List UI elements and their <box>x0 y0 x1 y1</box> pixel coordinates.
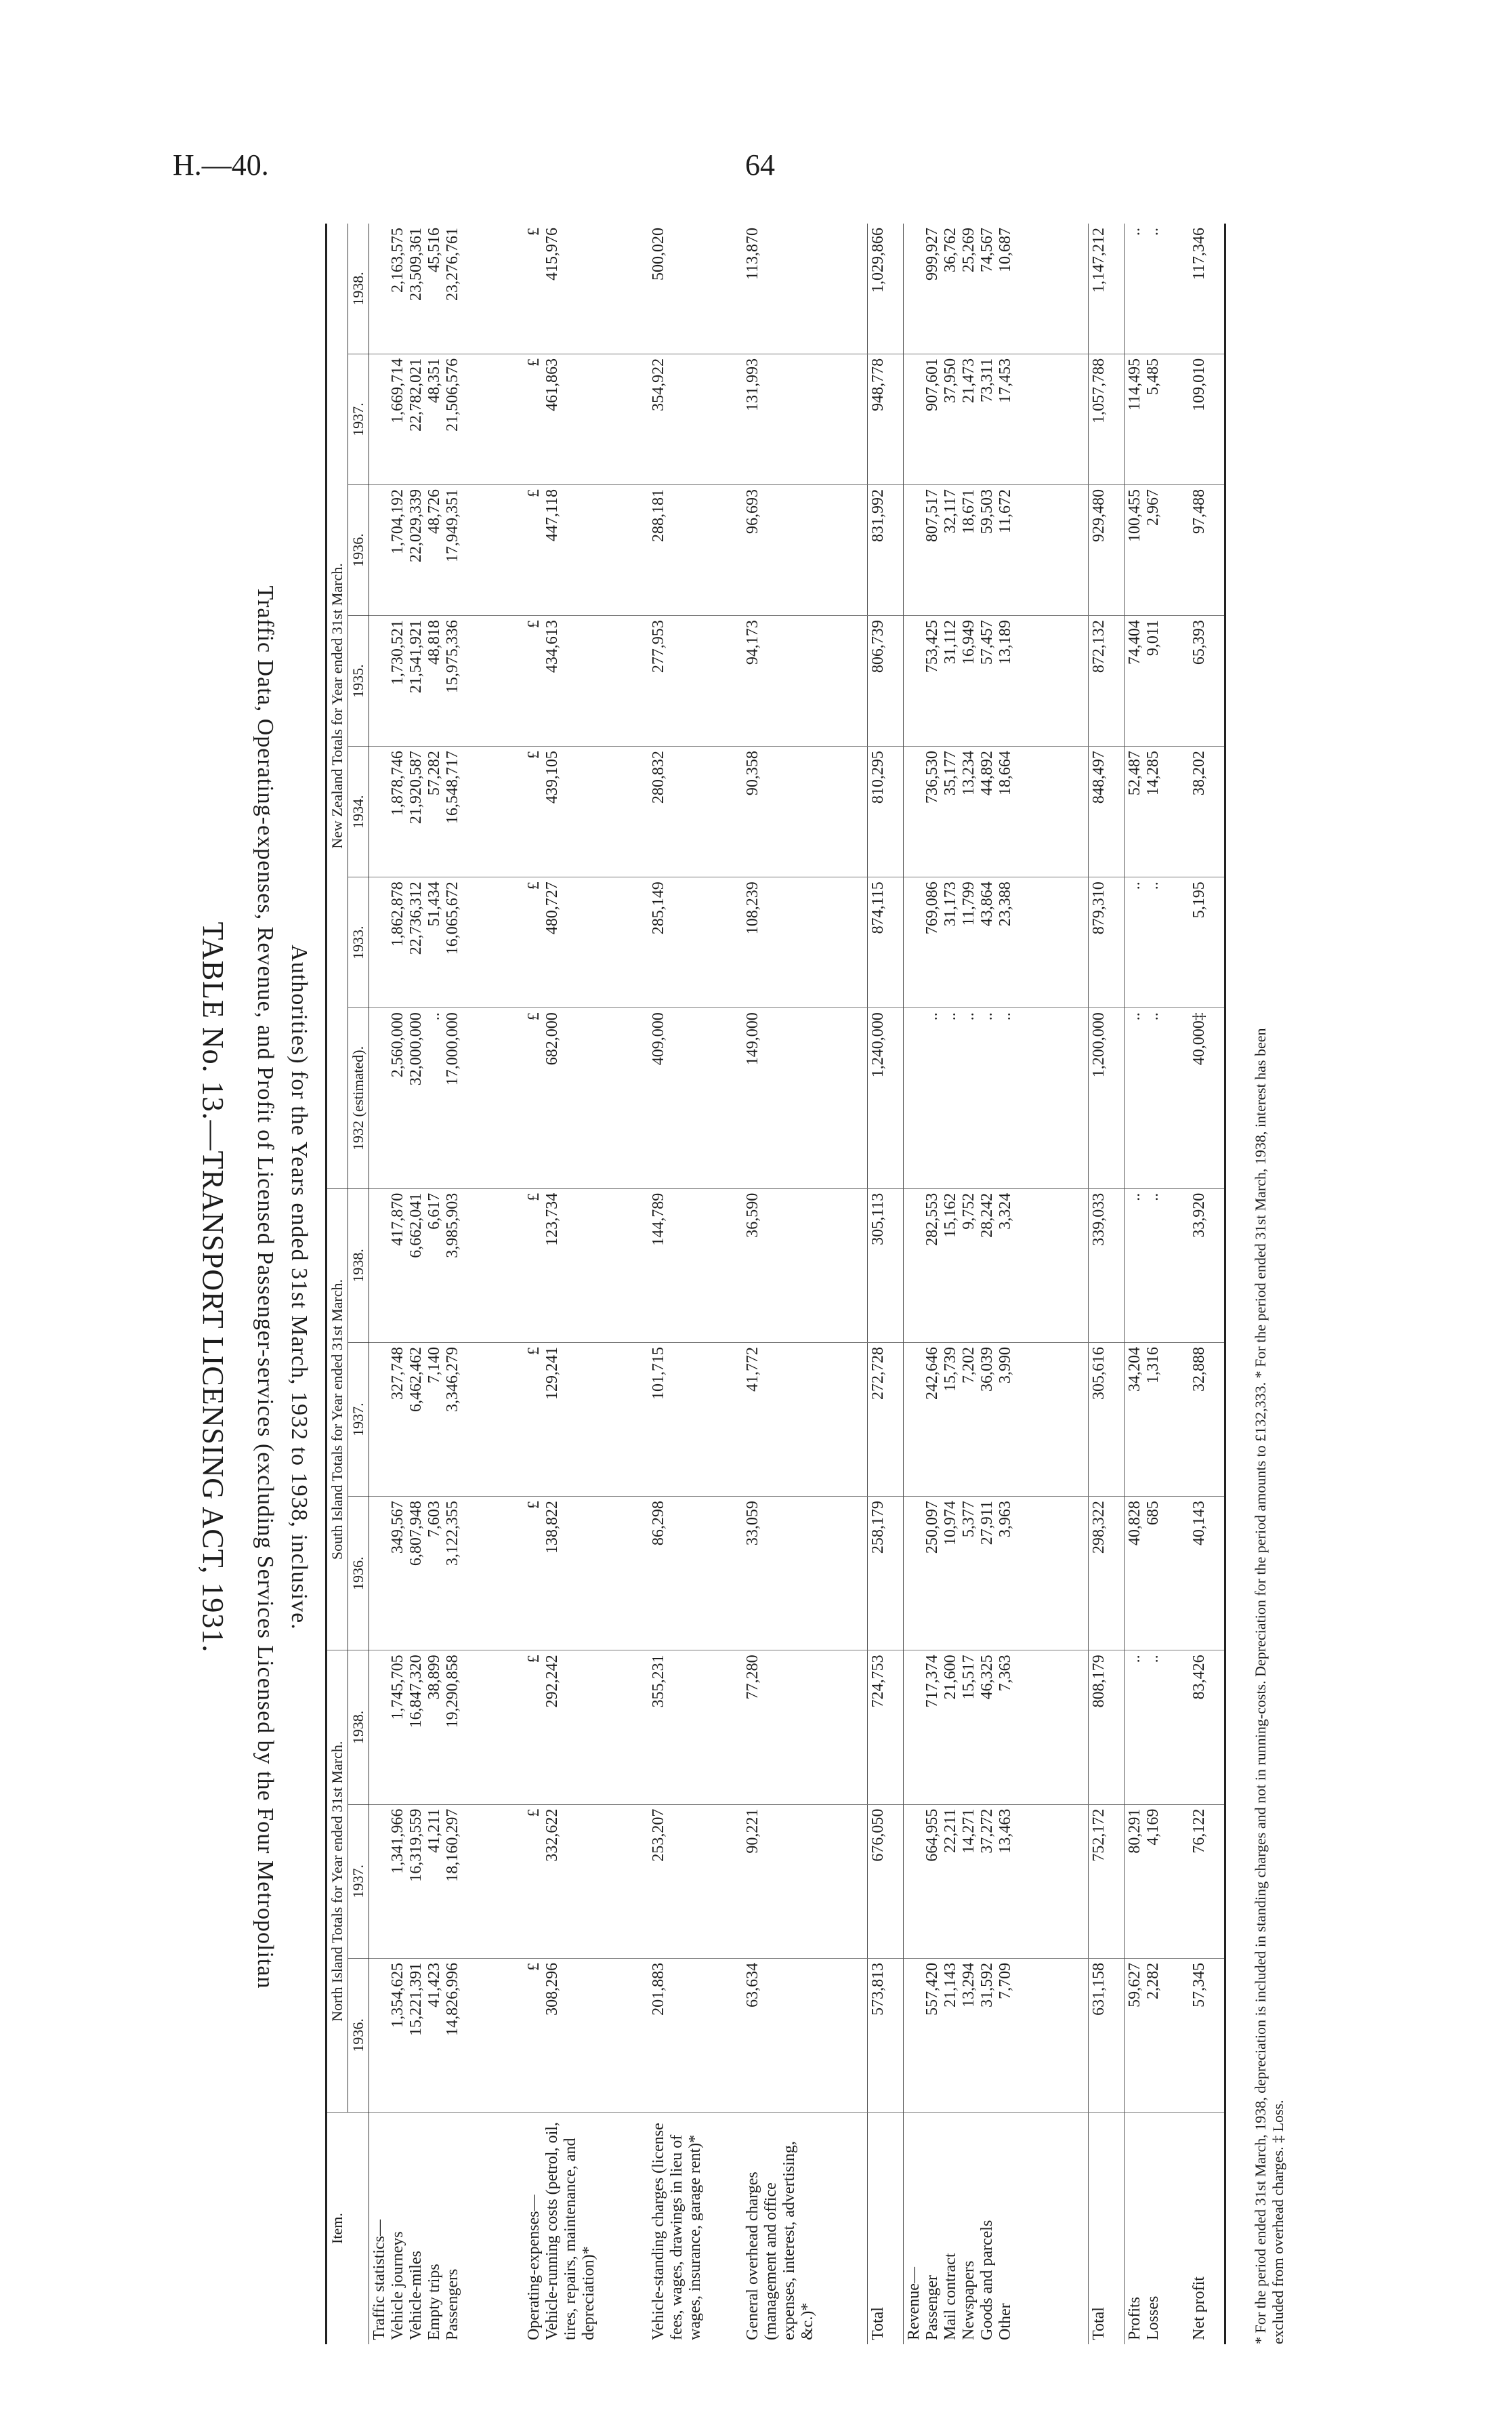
table-cell: 242,646 15,739 7,202 36,039 3,990 <box>903 1342 1089 1496</box>
table-row <box>1124 224 1189 2344</box>
table-cell: £ 129,241 <box>524 1342 648 1496</box>
table-cell: 40,143 <box>1189 1497 1225 1650</box>
table-cell: .. .. .. .. .. <box>903 1008 1089 1188</box>
table-row <box>369 224 524 2344</box>
table-cell: 999,927 36,762 25,269 74,567 10,687 <box>903 224 1089 354</box>
year-header: 1938. <box>348 1188 369 1342</box>
table-cell: .. .. <box>1124 1008 1189 1188</box>
row-label: Revenue— Passenger Mail contract Newspapers Goods and parcels Other <box>904 2220 1014 2340</box>
table-cell: 500,020 <box>648 224 742 354</box>
table-cell: 131,993 <box>742 354 867 484</box>
row-label: Vehicle-standing charges (license fees, wages, drawings in lieu of wages, insurance, garage rent)* <box>649 2119 704 2340</box>
table-cell: .. .. <box>1124 877 1189 1008</box>
year-header: 1932 (estimated). <box>348 1008 369 1188</box>
table-cell: 631,158 <box>1089 1958 1124 2112</box>
table-cell: 109,010 <box>1189 354 1225 484</box>
page-number: 64 <box>745 148 775 182</box>
table-cell: .. .. <box>1124 1650 1189 1804</box>
table-cell: 282,553 15,162 9,752 28,242 3,324 <box>903 1188 1089 1342</box>
table-cell: 807,517 32,117 18,671 59,503 11,672 <box>903 484 1089 615</box>
south-island-header: South Island Totals for Year ended 31st March. <box>327 1188 348 1650</box>
table-cell: 1,862,878 22,736,312 51,434 16,065,672 <box>369 877 524 1008</box>
table-cell: 810,295 <box>868 747 903 877</box>
table-cell: 33,920 <box>1189 1188 1225 1342</box>
table-cell: 1,354,625 15,221,391 41,423 14,826,996 <box>369 1958 524 2112</box>
table-cell: 100,455 2,967 <box>1124 484 1189 615</box>
footnote-line2: excluded from overhead charges. ‡ Loss. <box>1269 2100 1286 2344</box>
table-cell: 753,425 31,112 16,949 57,457 13,189 <box>903 616 1089 747</box>
table-cell: 769,086 31,173 11,799 43,864 23,388 <box>903 877 1089 1008</box>
table-cell: 872,132 <box>1089 616 1124 747</box>
table-cell: 40,828 685 <box>1124 1497 1189 1650</box>
data-table <box>325 224 1226 2344</box>
table-cell: 298,322 <box>1089 1497 1124 1650</box>
group-header-row <box>327 224 348 2344</box>
table-cell: 57,345 <box>1189 1958 1225 2112</box>
table-cell: 1,669,714 22,782,021 48,351 21,506,576 <box>369 354 524 484</box>
table-cell: 752,172 <box>1089 1804 1124 1958</box>
table-cell: 1,704,192 22,029,339 48,726 17,949,351 <box>369 484 524 615</box>
footnote-line1: * For the period ended 31st March, 1938, depreciation is included in standing charges and not in running-costs. Depreciation for the period amounts to £132,333. * For the period ended 31st March, 1938, interest has been <box>1252 1028 1269 2344</box>
table-cell: 80,291 4,169 <box>1124 1804 1189 1958</box>
year-header: 1937. <box>348 1804 369 1958</box>
table-cell: £ 332,622 <box>524 1804 648 1958</box>
table-row <box>648 224 742 2344</box>
year-header: 1934. <box>348 747 369 877</box>
table-cell: 90,358 <box>742 747 867 877</box>
table-cell: £ 415,976 <box>524 224 648 354</box>
table-cell: 40,000‡ <box>1189 1008 1225 1188</box>
table-cell: 929,480 <box>1089 484 1124 615</box>
table-cell: 34,204 1,316 <box>1124 1342 1189 1496</box>
table-cell: 1,240,000 <box>868 1008 903 1188</box>
table-cell: 354,922 <box>648 354 742 484</box>
table-row <box>742 224 867 2344</box>
table-cell: £ 461,863 <box>524 354 648 484</box>
table-cell: 874,115 <box>868 877 903 1008</box>
year-header: 1935. <box>348 616 369 747</box>
table-cell: 417,870 6,662,041 6,617 3,985,903 <box>369 1188 524 1342</box>
table-cell: 272,728 <box>868 1342 903 1496</box>
table-cell: £ 439,105 <box>524 747 648 877</box>
table-cell: 2,560,000 32,000,000 .. 17,000,000 <box>369 1008 524 1188</box>
table-cell: 305,113 <box>868 1188 903 1342</box>
table-cell: 676,050 <box>868 1804 903 1958</box>
table-cell: 94,173 <box>742 616 867 747</box>
table-row <box>1089 224 1124 2344</box>
table-cell: 201,883 <box>648 1958 742 2112</box>
table-cell: 1,029,866 <box>868 224 903 354</box>
table-cell: 573,813 <box>868 1958 903 2112</box>
year-header: 1936. <box>348 1497 369 1650</box>
table-cell: 848,497 <box>1089 747 1124 877</box>
table-cell: 1,057,788 <box>1089 354 1124 484</box>
table-cell: 1,341,966 16,319,559 41,211 18,160,297 <box>369 1804 524 1958</box>
table-cell: 557,420 21,143 13,294 31,592 7,709 <box>903 1958 1089 2112</box>
year-header: 1933. <box>348 877 369 1008</box>
rotated-page <box>149 203 1314 2371</box>
table-cell: 96,693 <box>742 484 867 615</box>
table-cell: 355,231 <box>648 1650 742 1804</box>
table-cell: 113,870 <box>742 224 867 354</box>
table-cell: £ 682,000 <box>524 1008 648 1188</box>
table-cell: 1,730,521 21,541,921 48,818 15,975,336 <box>369 616 524 747</box>
table-cell: 948,778 <box>868 354 903 484</box>
table-cell: 808,179 <box>1089 1650 1124 1804</box>
table-cell: £ 308,296 <box>524 1958 648 2112</box>
table-cell: 90,221 <box>742 1804 867 1958</box>
table-body <box>369 224 1225 2344</box>
year-header: 1937. <box>348 1342 369 1496</box>
year-header: 1936. <box>348 1958 369 2112</box>
table-cell: 253,207 <box>648 1804 742 1958</box>
table-cell: 32,888 <box>1189 1342 1225 1496</box>
footnotes <box>1252 244 1287 2344</box>
table-cell: 83,426 <box>1189 1650 1225 1804</box>
table-cell: 1,745,705 16,847,320 38,899 19,290,858 <box>369 1650 524 1804</box>
row-label: Traffic statistics— Vehicle journeys Vehicle-miles Empty trips Passengers <box>371 2220 461 2340</box>
table-cell: 907,601 37,950 21,473 73,311 17,453 <box>903 354 1089 484</box>
table-cell: 114,495 5,485 <box>1124 354 1189 484</box>
table-cell: 1,878,746 21,920,587 57,282 16,548,717 <box>369 747 524 877</box>
table-cell: 59,627 2,282 <box>1124 1958 1189 2112</box>
table-subtitle-line2: Authorities) for the Years ended 31st March, 1932 to 1938, inclusive. <box>287 944 312 1630</box>
table-cell: 149,000 <box>742 1008 867 1188</box>
table-cell: £ 480,727 <box>524 877 648 1008</box>
table-cell: £ 292,242 <box>524 1650 648 1804</box>
table-cell: £ 138,822 <box>524 1497 648 1650</box>
table-cell: 1,147,212 <box>1089 224 1124 354</box>
table-cell: 349,567 6,807,948 7,603 3,122,355 <box>369 1497 524 1650</box>
row-label: Net profit <box>1189 2113 1225 2345</box>
year-header: 1937. <box>348 354 369 484</box>
table-cell: 52,487 14,285 <box>1124 747 1189 877</box>
table-row <box>868 224 903 2344</box>
row-label: Profits Losses <box>1125 2295 1162 2340</box>
item-header: Item. <box>327 2113 369 2345</box>
table-cell: 86,298 <box>648 1497 742 1650</box>
table-cell: .. .. <box>1124 224 1189 354</box>
table-cell: .. .. <box>1124 1188 1189 1342</box>
table-cell: 339,033 <box>1089 1188 1124 1342</box>
table-cell: 664,955 22,211 14,271 37,272 13,463 <box>903 1804 1089 1958</box>
table-cell: 97,488 <box>1189 484 1225 615</box>
table-cell: 277,953 <box>648 616 742 747</box>
table-cell: 74,404 9,011 <box>1124 616 1189 747</box>
table-cell: 879,310 <box>1089 877 1124 1008</box>
table-cell: 285,149 <box>648 877 742 1008</box>
table-cell: 806,739 <box>868 616 903 747</box>
table-cell: 327,748 6,462,462 7,140 3,346,279 <box>369 1342 524 1496</box>
table-row <box>524 224 648 2344</box>
table-cell: £ 123,734 <box>524 1188 648 1342</box>
year-header: 1938. <box>348 224 369 354</box>
row-label: Total <box>868 2113 903 2345</box>
table-cell: 63,634 <box>742 1958 867 2112</box>
table-cell: 33,059 <box>742 1497 867 1650</box>
table-cell: 117,346 <box>1189 224 1225 354</box>
table-cell: £ 447,118 <box>524 484 648 615</box>
table-cell: 65,393 <box>1189 616 1225 747</box>
table-cell: 5,195 <box>1189 877 1225 1008</box>
table-row <box>903 224 1089 2344</box>
table-cell: 108,239 <box>742 877 867 1008</box>
row-label: Total <box>1089 2113 1124 2345</box>
year-header-row <box>348 224 369 2344</box>
table-cell: 409,000 <box>648 1008 742 1188</box>
table-cell: 736,530 35,177 13,234 44,892 18,664 <box>903 747 1089 877</box>
year-header: 1936. <box>348 484 369 615</box>
table-cell: 101,715 <box>648 1342 742 1496</box>
table-cell: 724,753 <box>868 1650 903 1804</box>
table-row <box>1189 224 1225 2344</box>
table-cell: 288,181 <box>648 484 742 615</box>
table-cell: 250,097 10,974 5,377 27,911 3,963 <box>903 1497 1089 1650</box>
table-cell: 831,992 <box>868 484 903 615</box>
table-title: TABLE No. 13.—TRANSPORT LICENSING ACT, 1931. <box>196 921 230 1653</box>
table-cell: 144,789 <box>648 1188 742 1342</box>
page-reference: H.—40. <box>173 148 269 182</box>
table-cell: 41,772 <box>742 1342 867 1496</box>
table-cell: 2,163,575 23,509,361 45,516 23,276,761 <box>369 224 524 354</box>
table-subtitle-line1: Traffic Data, Operating-expenses, Revenue, and Profit of Licensed Passenger-services (excluding Services Licensed by the Four Metropolitan <box>253 585 278 1989</box>
table-cell: 36,590 <box>742 1188 867 1342</box>
north-island-header: North Island Totals for Year ended 31st March. <box>327 1650 348 2113</box>
row-label: Operating-expenses— Vehicle-running costs (petrol, oil, tires, repairs, maintenance, and depreciation)* <box>525 2122 598 2340</box>
row-label: General overhead charges (management and office expenses, interest, advertising, &c.)* <box>744 2137 817 2340</box>
table-cell: 1,200,000 <box>1089 1008 1124 1188</box>
table-cell: £ 434,613 <box>524 616 648 747</box>
table-cell: 305,616 <box>1089 1342 1124 1496</box>
table-cell: 77,280 <box>742 1650 867 1804</box>
table-cell: 280,832 <box>648 747 742 877</box>
table-cell: 38,202 <box>1189 747 1225 877</box>
year-header: 1938. <box>348 1650 369 1804</box>
new-zealand-header: New Zealand Totals for Year ended 31st March. <box>327 224 348 1188</box>
table-cell: 76,122 <box>1189 1804 1225 1958</box>
table-cell: 258,179 <box>868 1497 903 1650</box>
table-cell: 717,374 21,600 15,517 46,325 7,363 <box>903 1650 1089 1804</box>
